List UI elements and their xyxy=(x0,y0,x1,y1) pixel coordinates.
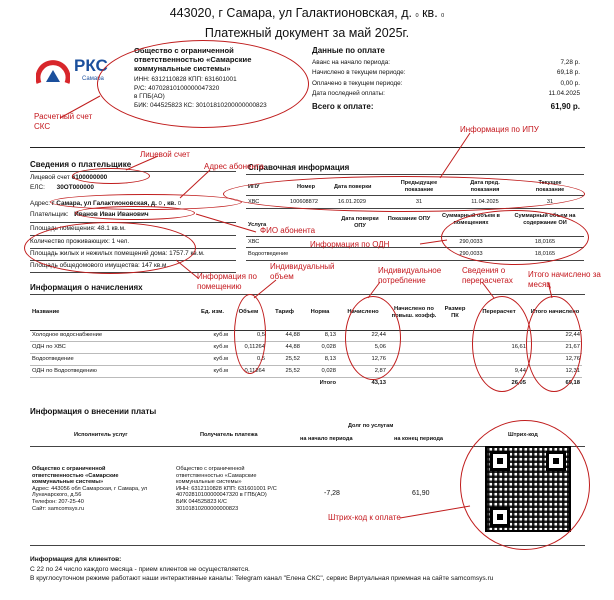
recipient-line: ответственностью «Самарские xyxy=(176,472,257,479)
company-name-line: Общество с ограниченной xyxy=(134,46,234,55)
arrow-line xyxy=(440,133,470,178)
charges-cell: Водоотведение xyxy=(30,354,195,366)
recipient-line: БИК 044525823 К/С xyxy=(176,498,227,505)
provider-detail: Луначарского, д.56 xyxy=(32,492,82,499)
charges-cell: куб.м xyxy=(195,365,230,377)
payment-row-label: Начислено в текущем периоде: xyxy=(312,69,406,77)
odn-cell: ХВС xyxy=(248,239,260,245)
payer-els-label: ЕЛС: xyxy=(30,184,45,191)
provider-detail: Сайт: samcomsys.ru xyxy=(32,505,85,512)
charges-header: Объем xyxy=(230,296,267,330)
annotation-label: Штрих-код к оплате xyxy=(328,513,401,522)
payer-title: Сведения о плательщике xyxy=(30,160,132,169)
payinfo-col-qr: Штрих-код xyxy=(508,432,538,438)
payer-house-mark: 0 xyxy=(158,201,162,207)
company-bank: в ГПБ(АО) xyxy=(134,93,165,101)
charges-total-recalc: 26,05 xyxy=(511,379,526,386)
recipient-line: Общество с ограниченной xyxy=(176,466,245,472)
charges-cell: куб.м xyxy=(195,342,230,354)
charges-total-accrued: 43,13 xyxy=(371,379,386,386)
charges-header: Ед. изм. xyxy=(195,296,230,330)
payer-residents: Количество проживающих: 1 чел. xyxy=(30,238,130,245)
payment-total-value: 61,90 р. xyxy=(550,101,580,111)
charges-header: Начислено по повыш. коэфф. xyxy=(388,296,440,330)
meters-header: Дата пред. показания xyxy=(470,180,500,193)
recipient-line: коммунальные системы» xyxy=(176,479,242,486)
payment-title: Данные по оплате xyxy=(312,46,385,55)
charges-header: Итого начислено xyxy=(528,296,582,330)
odn-cell: 18,0165 xyxy=(534,239,556,245)
meters-cell: 31 xyxy=(546,199,554,205)
charges-total-label: Итого xyxy=(319,379,336,386)
company-inn: ИНН: 6312110828 КПП: 631601001 xyxy=(134,76,237,83)
charges-cell: 22,44 xyxy=(528,330,582,342)
charges-total-sum: 69,18 xyxy=(565,379,580,386)
charges-cell: 8,13 xyxy=(302,354,338,366)
charges-cell: 5,06 xyxy=(338,342,388,354)
annotation-label: Информация по помещению xyxy=(197,272,257,291)
provider-line: коммунальные системы» xyxy=(32,479,104,486)
company-bik: БИК: 044525823 КС: 30101810200000000823 xyxy=(134,101,267,109)
payer-area: Площадь помещения: 48.1 кв.м. xyxy=(30,225,126,232)
payer-name-value: Иванов Иван Иванович xyxy=(74,211,149,218)
charges-cell: 25,52 xyxy=(267,354,302,366)
meters-header: ИПУ xyxy=(248,184,260,190)
odn-cell: 18,0165 xyxy=(534,251,556,257)
payment-row-value: 11.04.2025 xyxy=(548,90,580,98)
recipient-line: 40702810100000047320 в ГПБ(АО) xyxy=(176,492,267,499)
arrow-line xyxy=(400,506,470,518)
payer-address-label: Адрес: xyxy=(30,200,51,207)
debt-end: 61,90 xyxy=(412,490,430,497)
arrow-line xyxy=(196,214,256,232)
recipient-line: 30101810200000000823 xyxy=(176,505,239,512)
payinfo-col-debt: Долг по услугам xyxy=(348,423,394,429)
footer-title: Информация для клиентов: xyxy=(30,556,122,563)
payment-row-label: Дата последней оплаты: xyxy=(312,90,385,98)
charges-cell: 25,52 xyxy=(267,365,302,377)
recipient-line: ИНН: 6312110828 КПП: 631601001 Р/С xyxy=(176,485,277,492)
charges-header: Тариф xyxy=(267,296,302,330)
charges-cell: 0,11264 xyxy=(230,342,267,354)
arrow-line xyxy=(176,260,198,278)
charges-cell: куб.м xyxy=(195,354,230,366)
charges-cell: 0,11264 xyxy=(230,365,267,377)
charges-cell: 21,67 xyxy=(528,342,582,354)
payer-total-area: Площадь жилых и нежилых помещений дома: 1757.7 кв.м. xyxy=(30,250,205,257)
meters-cell: 11.04.2025 xyxy=(471,199,499,205)
annotation-label: Сведения о перерасчетах xyxy=(462,266,513,285)
header-apt-mark: 0 xyxy=(441,13,445,19)
annotation-label: Индивидуальное потребление xyxy=(378,266,442,285)
debt-start: -7,28 xyxy=(324,490,340,497)
payment-row-value: 69,18 р. xyxy=(556,69,580,77)
reference-title: Справочная информация xyxy=(248,163,350,172)
odn-cell: 290,0033 xyxy=(459,251,483,257)
charges-cell: 44,88 xyxy=(267,342,302,354)
meters-header: Дата поверки xyxy=(334,184,372,190)
payment-row-label: Оплачено в текущем периоде: xyxy=(312,79,403,87)
payer-address-value: г Самара, ул Галактионовская, д. xyxy=(51,200,157,207)
odn-header: Дата поверки ОПУ xyxy=(341,216,379,229)
meters-cell: 100608872 xyxy=(290,199,318,205)
odn-header: Услуга xyxy=(248,222,267,228)
charges-header: Начислено xyxy=(338,296,388,330)
annotation-label: Информация по ОДН xyxy=(310,240,390,249)
payer-account-value: 6100000000 xyxy=(71,174,108,181)
arrow-line xyxy=(420,240,447,244)
meters-cell: 31 xyxy=(415,199,423,205)
payinfo-col-start: на начало периода xyxy=(300,436,353,442)
charges-cell: ОДН по ХВС xyxy=(30,342,195,354)
header-address-text: 443020, г Самара, ул Галактионовская, д. xyxy=(169,6,412,20)
charges-cell: 22,44 xyxy=(338,330,388,342)
payinfo-col-end: на конец периода xyxy=(394,436,444,442)
payinfo-title: Информация о внесении платы xyxy=(30,407,157,416)
provider-detail: Адрес: 443056 обл Самарская, г Самара, ул xyxy=(32,485,148,492)
annotation-label: Индивидуальный объем xyxy=(270,262,335,281)
odn-cell: Водоотведение xyxy=(248,251,289,257)
provider-detail: Телефон: 207-25-40 xyxy=(32,498,84,505)
annotation-label: Лицевой счет xyxy=(140,150,190,159)
charges-cell: 0,5 xyxy=(230,354,267,366)
payment-row-value: 7,28 р. xyxy=(560,59,580,66)
company-name-line: коммунальные системы» xyxy=(134,64,231,73)
odn-header: Суммарный объем на содержание ОИ xyxy=(514,213,576,226)
annotation-label: Итого начислено за месяц xyxy=(528,270,601,289)
odn-cell: 290,0033 xyxy=(459,239,483,245)
payment-row-value: 0,00 р. xyxy=(560,79,580,87)
doc-title: Платежный документ за май 2025г. xyxy=(204,26,410,40)
logo-sub: Самара xyxy=(82,76,104,82)
charges-cell: 44,88 xyxy=(267,330,302,342)
payment-total-label: Всего к оплате: xyxy=(312,101,374,111)
charges-cell: 8,13 xyxy=(302,330,338,342)
charges-title: Информация о начислениях xyxy=(30,283,143,292)
charges-cell: 12,31 xyxy=(528,365,582,377)
charges-cell: 12,76 xyxy=(338,354,388,366)
payer-name-label: Плательщик: xyxy=(30,211,69,218)
charges-cell: куб.м xyxy=(195,330,230,342)
meters-header: Предыдущее показание xyxy=(400,180,438,193)
provider-line: Общество с ограниченной xyxy=(32,466,106,472)
odn-header: Показание ОПУ xyxy=(387,216,431,222)
charges-cell: 0,028 xyxy=(302,342,338,354)
charges-cell: Холодное водоснабжение xyxy=(30,330,195,342)
payer-els-value: 30ОТ000000 xyxy=(56,184,94,191)
annotation-label: ФИО абонента xyxy=(260,226,316,235)
charges-header: Размер ПК xyxy=(440,296,470,330)
charges-cell: 0,028 xyxy=(302,365,338,377)
header-house-mark: 0 xyxy=(415,13,419,19)
charges-cell: 2,87 xyxy=(338,365,388,377)
charges-header: Перерасчет xyxy=(470,296,528,330)
charges-cell: 16,61 xyxy=(470,342,528,354)
footer-line: В круглосуточном режиме работают наши интерактивные каналы: Telegram канал "Елена СКС", сервис Виртуальная приемная на сайте samcomsys.ru xyxy=(30,575,494,582)
provider-line: ответственностью «Самарские xyxy=(32,472,119,479)
meters-header: Номер xyxy=(297,184,316,190)
annotation-label: Расчетный счет СКС xyxy=(34,112,93,131)
annotation-label: Информация по ИПУ xyxy=(460,125,539,134)
payinfo-col-provider: Исполнитель услуг xyxy=(74,432,128,438)
meters-header: Текущее показание xyxy=(535,180,565,193)
logo-text: РКС xyxy=(74,56,108,75)
charges-cell: 12,76 xyxy=(528,354,582,366)
company-name-line: ответственностью «Самарские xyxy=(134,55,252,64)
charges-header: Норма xyxy=(302,296,338,330)
charges-cell: ОДН по Водоотведению xyxy=(30,365,195,377)
charges-cell: 0,5 xyxy=(230,330,267,342)
footer-line: С 22 по 24 число каждого месяца - прием клиентов не осуществляется. xyxy=(30,566,250,573)
arrow-line xyxy=(180,170,210,198)
meters-cell: 16.01.2029 xyxy=(338,199,366,205)
meters-cell: ХВС xyxy=(248,199,260,205)
charges-header: Название xyxy=(30,296,195,330)
payer-apt-mark: 0 xyxy=(177,201,181,207)
payer-apt-label: , кв. xyxy=(163,200,177,207)
annotation-label: Адрес абонента xyxy=(204,162,264,171)
payment-row-label: Аванс на начало периода: xyxy=(312,59,391,66)
payer-account-label: Лицевой счет xyxy=(30,174,70,181)
company-rs: Р/С: 40702810100000047320 xyxy=(134,84,220,92)
payer-common-area: Площадь общедомового имущества: 147 кв.м. xyxy=(30,262,169,269)
header-apt-label: кв. xyxy=(422,6,438,20)
payinfo-col-recipient: Получатель платежа xyxy=(200,432,258,438)
odn-header: Суммарный объем в помещениях xyxy=(442,213,500,226)
charges-cell: 9,44 xyxy=(470,365,528,377)
